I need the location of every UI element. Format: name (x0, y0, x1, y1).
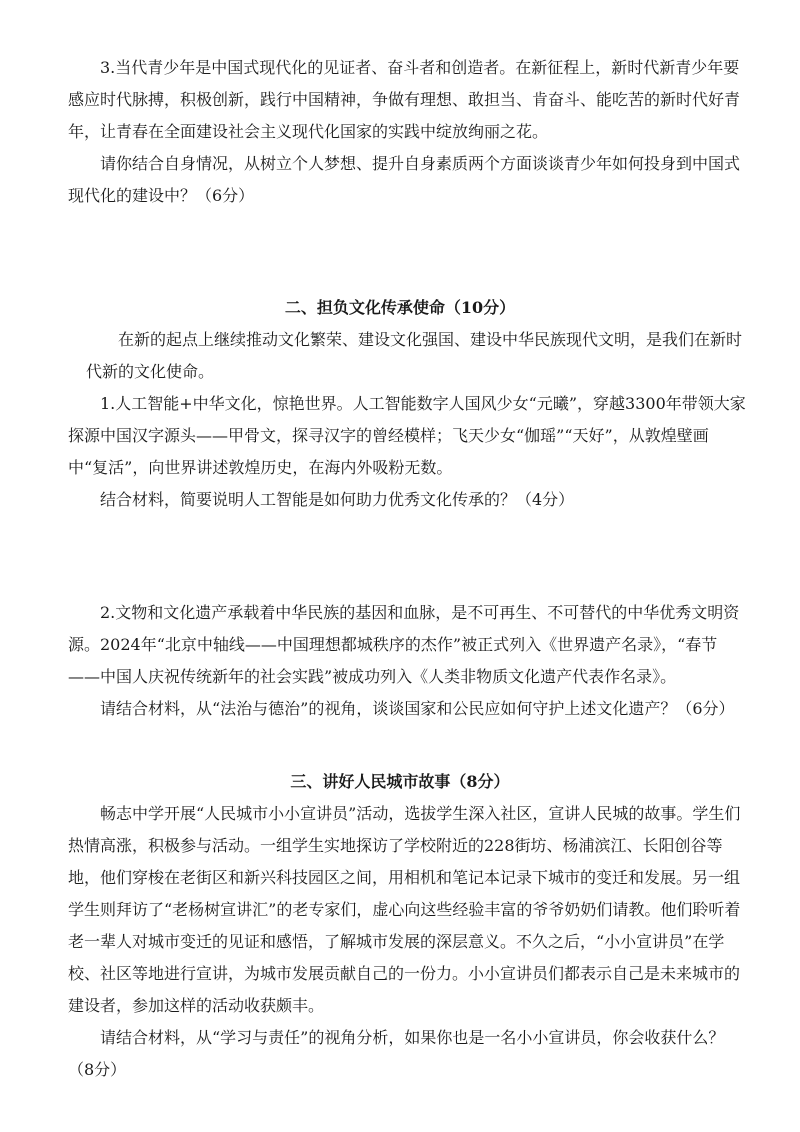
section2-heading: 二、担负文化传承使命（10分） (284, 298, 516, 317)
s3-material: 畅志中学开展“人民城市小小宣讲员”活动，选拔学生深入社区，宣讲人民城的故事。学生们热情高涨，积极参与活动。一组学生实地探访了学校附近的228街坊、杨浦滨江、长阳创谷等地，他们穿梭在老街区和新兴科技园区之间，用相机和笔记本记录下城市的变迁和发展。另一组学生则拜访了“老杨树宣讲汇”的老专家们，虚心向这些经验丰富的爷爷奶奶们请教。他们聆听着老一辈人对城市变迁的见证和感悟，了解城市发展的深层意义。不久之后，“小小宣讲员”在学校、社区等地进行宣讲，为城市发展贡献自己的一份力。小小宣讲员们都表示自己是未来城市的建设者，参加这样的活动收获颇丰。 (68, 804, 741, 1015)
q3-material: 3.当代青少年是中国式现代化的见证者、奋斗者和创造者。在新征程上，新时代新青少年要感应时代脉搏，积极创新，践行中国精神，争做有理想、敢担当、肯奋斗、能吃苦的新时代好青年，让青春在全面建设社会主义现代化国家的实践中绽放绚丽之花。 (68, 58, 741, 141)
s2-q1-question: 结合材料，简要说明人工智能是如何助力优秀文化传承的？（4分） (100, 490, 575, 509)
section2-lead: 在新的起点上继续推动文化繁荣、建设文化强国、建设中华民族现代文明，是我们在新时代新的文化使命。 (86, 330, 743, 381)
s2-q1-material: 1.人工智能+中华文化，惊艳世界。人工智能数字人国风少女“元曦”，穿越3300年带领大家探源中国汉字源头——甲骨文，探寻汉字的曾经模样；飞天少女“伽瑶”“天好”，从敦煌壁画中“复活”，向世界讲述敦煌历史，在海内外吸粉无数。 (68, 394, 746, 477)
s2-q2-question: 请结合材料，从“法治与德治”的视角，谈谈国家和公民应如何守护上述文化遗产？（6分） (100, 699, 735, 718)
s2-q2-material: 2.文物和文化遗产承载着中华民族的基因和血脉，是不可再生、不可替代的中华优秀文明资源。2024年“北京中轴线——中国理想都城秩序的杰作”被正式列入《世界遗产名录》，“春节——中国人庆祝传统新年的社会实践”被成功列入《人类非物质文化遗产代表作名录》。 (68, 603, 740, 686)
section3-heading: 三、讲好人民城市故事（8分） (290, 772, 510, 791)
s3-question: 请结合材料，从“学习与责任”的视角分析，如果你也是一名小小宣讲员，你会收获什么？（8分） (68, 1028, 725, 1079)
q3-question: 请你结合自身情况，从树立个人梦想、提升自身素质两个方面谈谈青少年如何投身到中国式现代化的建设中？（6分） (68, 154, 741, 205)
